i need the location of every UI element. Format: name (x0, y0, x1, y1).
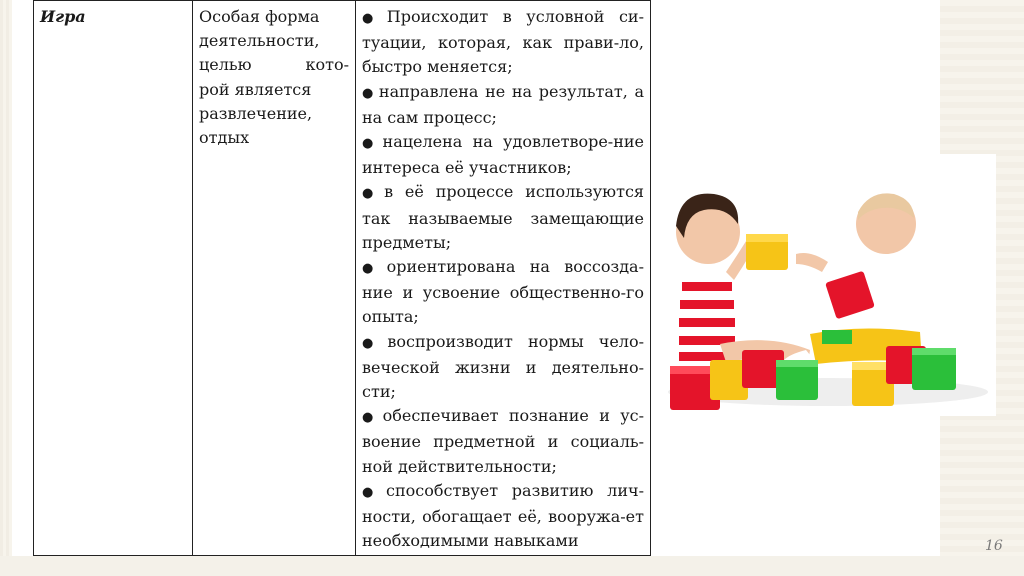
definition-line: целью кото- (199, 55, 349, 75)
bullet-icon: ● (362, 186, 381, 202)
definition-line: рой является (199, 79, 312, 99)
list-item: ● ориентирована на воссозда-ние и усвоение общественно-го опыта; (362, 257, 644, 327)
bullet-icon: ● (362, 335, 384, 351)
children-playing-blocks-photo (660, 154, 996, 416)
definition-line: развлечение, (199, 103, 313, 123)
table-row (34, 1, 651, 556)
definition-line: Особая форма (199, 7, 320, 26)
definition-table-container (33, 0, 651, 556)
features-list (362, 5, 644, 553)
term-text: Игра (40, 7, 86, 26)
bullet-icon: ● (362, 85, 375, 101)
left-baby-figure (674, 194, 810, 366)
list-item: ● направлена не на результат, а на сам процесс; (362, 81, 644, 127)
bullet-icon: ● (362, 410, 379, 426)
term-cell (34, 1, 193, 556)
bullet-icon: ● (362, 261, 383, 277)
list-item: ● Происходит в условной си-туации, которая, как прави-ло, быстро меняется; (362, 7, 644, 77)
definition-line: отдых (199, 128, 250, 148)
left-decor-strip (0, 0, 12, 576)
bullet-icon: ● (362, 136, 379, 152)
photo-illustration (660, 154, 996, 416)
list-item: ● нацелена на удовлетворе-ние интереса её участников; (362, 132, 645, 178)
bullet-icon: ● (362, 484, 383, 500)
list-item: ● воспроизводит нормы чело-веческой жизни и деятельно-сти; (362, 331, 645, 402)
definition-line: деятельности, (199, 31, 320, 51)
bottom-decor-strip (0, 556, 1024, 576)
definition-cell (193, 1, 356, 556)
definition-table (33, 0, 651, 556)
page-number: 16 (985, 538, 1003, 554)
bullet-icon: ● (362, 11, 383, 26)
list-item: ● способствует развитию лич-ности, обогащает её, вооружа-ет необходимыми навыками (362, 480, 644, 551)
list-item: ● в её процессе используются так называемые замещающие предметы; (362, 182, 644, 252)
list-item: ● обеспечивает познание и ус-воение предметной и социаль-ной действительности; (362, 406, 644, 476)
features-cell (356, 1, 651, 556)
